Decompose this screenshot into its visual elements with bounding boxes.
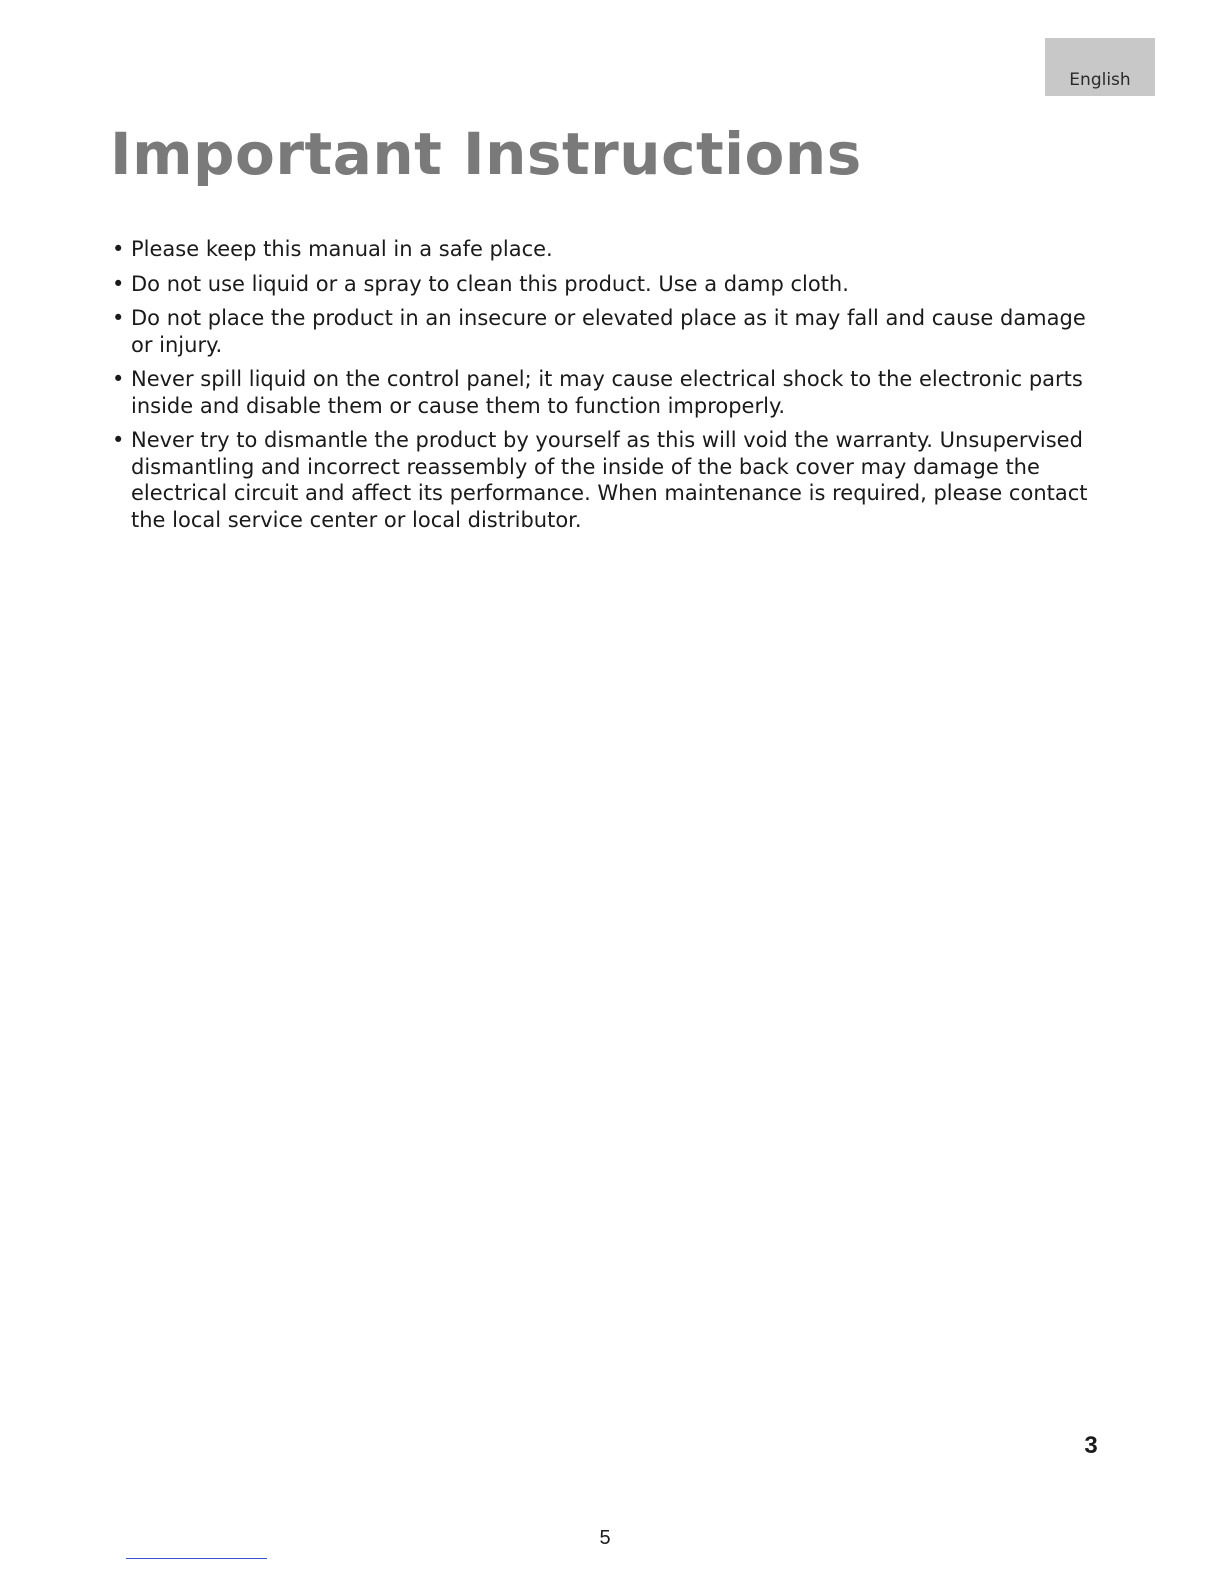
bullet-icon: •	[112, 271, 125, 296]
language-tab	[1045, 38, 1155, 96]
instruction-text: Do not place the product in an insecure or elevated place as it may fall and cause damage or injury.	[131, 306, 1086, 357]
instruction-list	[110, 236, 1095, 541]
footer-rule	[126, 1558, 267, 1559]
page-number-corner: 3	[1084, 1432, 1098, 1459]
list-item	[110, 366, 1095, 419]
bullet-icon: •	[112, 237, 125, 261]
page-number-bottom: 5	[599, 1527, 611, 1549]
instruction-text: Never try to dismantle the product by yourself as this will void the warranty. Unsupervised dismantling and incorrect reassembly of the inside of the back cover may damage the electrical circuit and affect its performance. When maintenance is required, please contact the local service center or local distributor.	[131, 428, 1088, 532]
list-item	[110, 271, 1095, 298]
bullet-icon: •	[112, 428, 125, 452]
page-title: Important Instructions	[110, 120, 862, 188]
list-item	[110, 305, 1095, 358]
list-item	[110, 427, 1095, 533]
instruction-text: Please keep this manual in a safe place.	[131, 237, 553, 261]
bullet-icon: •	[112, 306, 125, 330]
instruction-text: Do not use liquid or a spray to clean this product. Use a damp cloth.	[131, 271, 849, 296]
instruction-text: Never spill liquid on the control panel; it may cause electrical shock to the electronic parts inside and disable them or cause them to function improperly.	[131, 367, 1083, 418]
language-tab-label: English	[1069, 70, 1131, 90]
list-item	[110, 236, 1095, 263]
bullet-icon: •	[112, 367, 125, 391]
